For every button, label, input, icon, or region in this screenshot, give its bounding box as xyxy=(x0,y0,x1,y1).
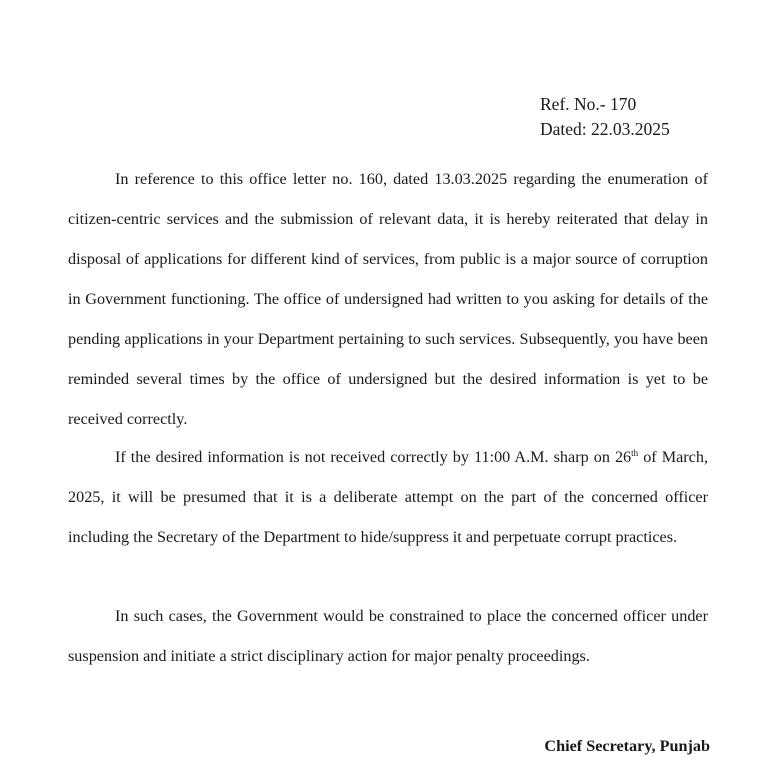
paragraph-2 xyxy=(68,437,708,557)
paragraph-2-container xyxy=(68,437,708,557)
letter-date: Dated: 22.03.2025 xyxy=(540,119,670,139)
signature-block: Chief Secretary, Punjab xyxy=(544,737,710,755)
reference-number: Ref. No.- 170 xyxy=(540,94,637,114)
paragraph-2-end: of March, 2025, it will be presumed that it is a deliberate attempt on the part of the concerned officer including the Secretary of the Department to hide/suppress it and perpetuate corrupt practices. xyxy=(68,448,708,546)
paragraph-1: In reference to this office letter no. 160, dated 13.03.2025 regarding the enumeration of citizen-centric services and the submission of relevant data, it is hereby reiterated that delay in disposal of applications for different kind of services, from public is a major source of corruption in Government functioning. The office of undersigned had written to you asking for details of the pending applications in your Department pertaining to such services. Subsequently, you have been reminded several times by the office of undersigned but the desired information is yet to be received correctly. xyxy=(68,170,708,428)
paragraph-3: In such cases, the Government would be constrained to place the concerned officer under suspension and initiate a strict disciplinary action for major penalty proceedings. xyxy=(68,607,708,665)
paragraph-2-start: If the desired information is not received correctly by 11:00 A.M. sharp on 26 xyxy=(115,448,632,466)
paragraph-1-container xyxy=(68,159,708,439)
paragraph-3-container xyxy=(68,596,708,676)
ordinal-suffix: th xyxy=(631,448,639,458)
reference-block xyxy=(540,92,670,142)
